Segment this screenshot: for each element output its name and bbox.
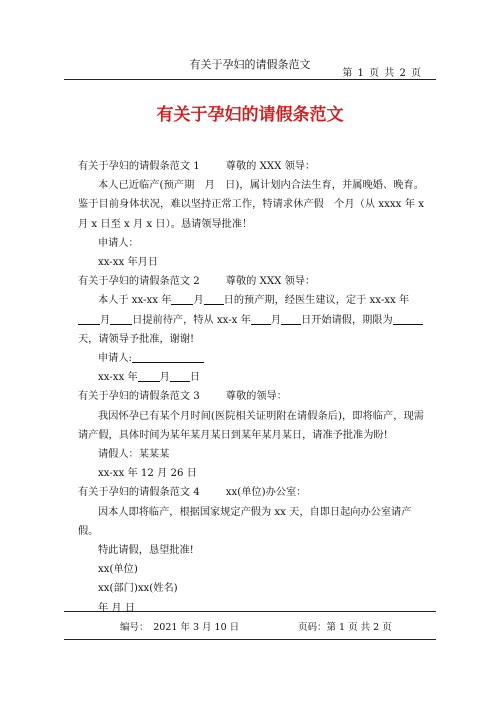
letter2-heading-line <box>78 272 424 291</box>
letter2-signer-line <box>78 349 424 368</box>
fill-blank <box>138 369 160 382</box>
letter2-date-part: xx-xx 年 <box>98 372 138 384</box>
document-title: 有关于孕妇的请假条范文 <box>156 105 344 125</box>
letter2-body <box>78 291 424 349</box>
letter2-heading: 有关于孕妇的请假条范文 2 <box>78 276 200 288</box>
fill-blank <box>281 312 301 325</box>
fill-blank <box>78 312 100 325</box>
letter2-body-part: 日提前待产，特从 xx-x 年 <box>132 314 251 326</box>
letter2-date-part: 月 <box>159 372 170 384</box>
letter4-salutation: xx(单位)办公室： <box>225 487 307 499</box>
letter2-signer: 申请人: <box>98 353 132 365</box>
header-title: 有关于孕妇的请假条范文 <box>189 58 311 71</box>
letter2-body-part: 日开始请假，期限为 <box>301 314 393 326</box>
letter4-heading: 有关于孕妇的请假条范文 4 <box>78 487 200 499</box>
letter2-body-part: 本人于 xx-xx 年 <box>98 295 172 307</box>
letter4-unit: xx(单位) <box>98 564 138 576</box>
letter1-signer: 申请人： <box>98 237 139 249</box>
letter1-body: 本人已近临产(预产期 月 日)，属计划内合法生育，并属晚婚、晚育。鉴于目前身体状况，难以坚持正常工作，特请求休产假 个月（从 xxxx 年 x 月 x 日至 x 月 x 日）。恳请领导批准！ <box>78 180 424 230</box>
fill-blank <box>393 312 423 325</box>
letter3-heading: 有关于孕妇的请假条范文 3 <box>78 391 200 403</box>
header-page-number: 第 1 页 共 2 页 <box>342 68 422 79</box>
letter3-heading-line <box>78 387 424 406</box>
footer-rule-top <box>64 611 436 612</box>
letter3-salutation: 尊敬的领导： <box>225 391 287 403</box>
footer-page-number: 页码：第 1 页 共 2 页 <box>298 622 392 633</box>
letter4-body2: 特此请假，恳望批准! <box>98 545 194 557</box>
letter4-body1: 因本人即将临产，根据国家规定产假为 xx 天，自即日起向办公室请产假。 <box>78 506 412 537</box>
letter3-signer: 请假人：某某某 <box>98 449 170 461</box>
fill-blank <box>132 350 204 363</box>
letter2-salutation: 尊敬的 XXX 领导： <box>225 276 316 288</box>
letter2-body-part: 日的预产期，经医生建议，定于 xx-xx 年 <box>223 295 410 307</box>
footer-number: 编号： 2021 年 3 月 10 日 <box>120 622 240 633</box>
letter2-body-part: 月 <box>100 314 111 326</box>
letter3-body: 我因怀孕已有某个月时间(医院相关证明附在请假条后)，即将临产，现需请产假，具体时间为某年某月某日到某年某月某日，请准予批准为盼! <box>78 410 424 441</box>
fill-blank <box>170 369 190 382</box>
letter1-date: xx-xx 年月日 <box>98 257 159 269</box>
letter4-dept: xx(部门)xx(姓名) <box>98 583 178 595</box>
letter4-date: 年 月 日 <box>98 602 136 614</box>
letter2-date <box>78 368 424 387</box>
letter1-heading: 有关于孕妇的请假条范文 1 <box>78 161 200 172</box>
fill-blank <box>171 292 193 305</box>
fill-blank <box>110 312 132 325</box>
letter2-body-part: 月 <box>193 295 204 307</box>
letter2-body-part: 月 <box>270 314 282 326</box>
fill-blank <box>251 312 271 325</box>
letter2-body-part: 天，请领导予批准，谢谢! <box>78 333 195 345</box>
footer-rule-bottom <box>64 639 436 640</box>
fill-blank <box>204 292 224 305</box>
letter1-salutation: 尊敬的 XXX 领导： <box>225 161 316 172</box>
document-body <box>78 157 424 618</box>
letter2-date-part: 日 <box>189 372 201 384</box>
header-rule <box>64 79 436 80</box>
letter4-heading-line <box>78 483 424 502</box>
letter1-heading-line <box>78 157 424 176</box>
letter3-date: xx-xx 年 12 月 26 日 <box>98 468 197 480</box>
